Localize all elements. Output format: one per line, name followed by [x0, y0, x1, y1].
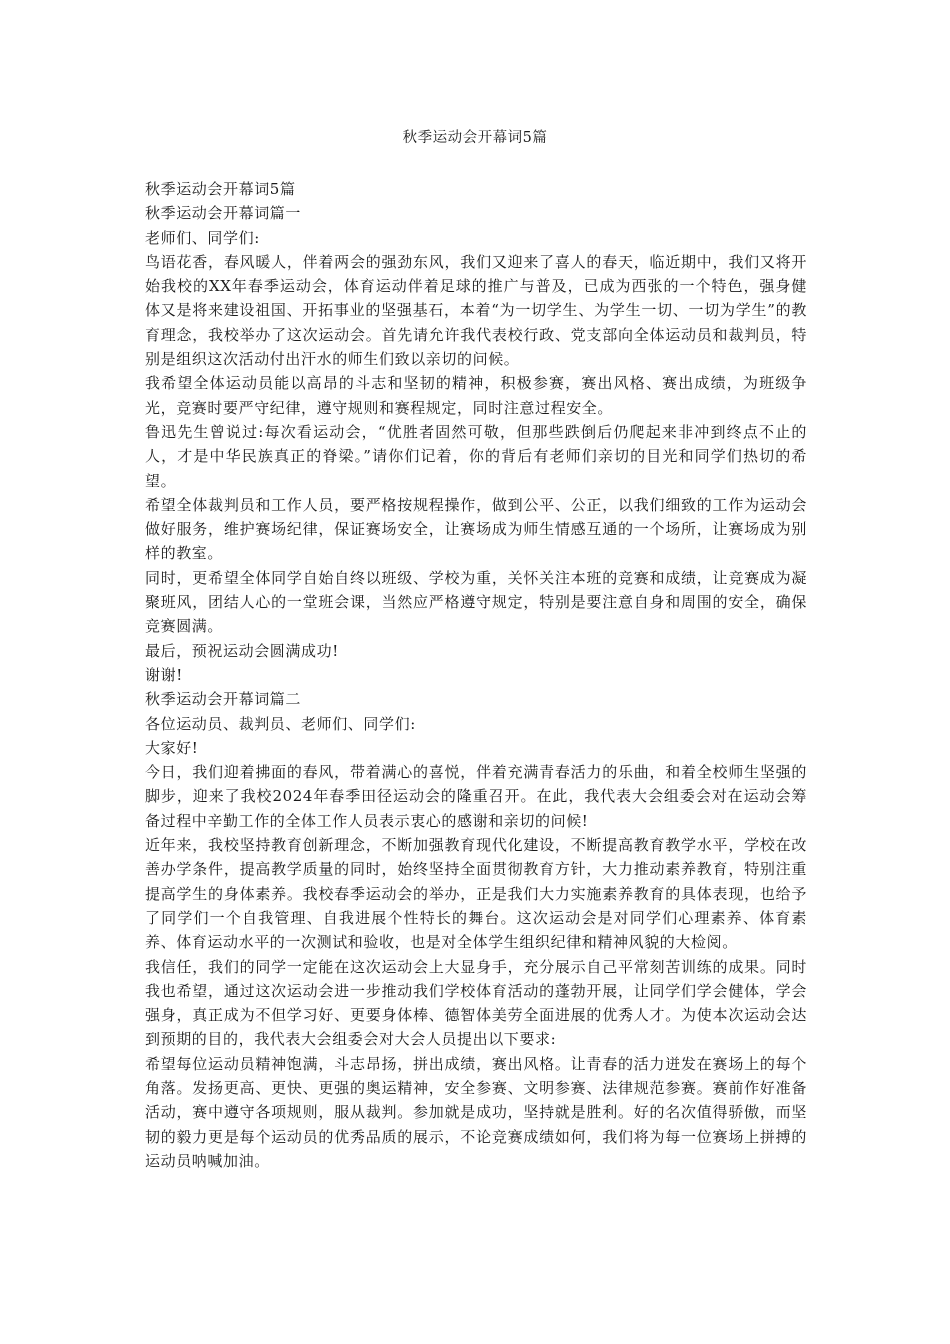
section-heading-1: 秋季运动会开幕词篇一: [145, 204, 302, 223]
body-title: 秋季运动会开幕词5篇: [145, 180, 296, 198]
paragraph: 希望全体裁判员和工作人员，要严格按规程操作，做到公平、公正，以我们细致的工作为运动会做好服务，维护赛场纪律，保证赛场安全，让赛场成为师生情感互通的一个场所，让赛场成为别样的教室。: [145, 495, 807, 563]
paragraph: 希望每位运动员精神饱满，斗志昂扬，拼出成绩，赛出风格。让青春的活力迸发在赛场上的每个角落。发扬更高、更快、更强的奥运精神，安全参赛、文明参赛、法律规范参赛。赛前作好准备活动，赛中遵守各项规则，服从裁判。参加就是成功，坚持就是胜利。好的名次值得骄傲，而坚韧的毅力更是每个运动员的优秀品质的展示，不论竞赛成绩如何，我们将为每一位赛场上拼搏的运动员呐喊加油。: [145, 1054, 807, 1170]
paragraph: 我信任，我们的同学一定能在这次运动会上大显身手，充分展示自己平常刻苦训练的成果。同时我也希望，通过这次运动会进一步推动我们学校体育活动的蓬勃开展，让同学们学会健体，学会强身，真正成为不但学习好、更要身体棒、德智体美劳全面进展的优秀人才。为使本次运动会达到预期的目的，我代表大会组委会对大会人员提出以下要求:: [145, 957, 807, 1049]
greeting: 大家好!: [145, 738, 199, 757]
document-header-title: 秋季运动会开幕词5篇: [402, 130, 548, 146]
paragraph: 近年来，我校坚持教育创新理念，不断加强教育现代化建设，不断提高教育教学水平，学校在改善办学条件，提高教学质量的同时，始终坚持全面贯彻教育方针，大力推动素养教育，特别注重提高学生的身体素养。我校春季运动会的举办，正是我们大力实施素养教育的具体表现，也给予了同学们一个自我管理、自我进展个性特长的舞台。这次运动会是对同学们心理素养、体育素养、体育运动水平的一次测试和验收，也是对全体学生组织纪律和精神风貌的大检阅。: [145, 836, 807, 952]
paragraph: 同时，更希望全体同学自始自终以班级、学校为重，关怀关注本班的竞赛和成绩，让竞赛成为凝聚班风，团结人心的一堂班会课，当然应严格遵守规定，特别是要注意自身和周围的安全，确保竞赛圆满。: [145, 568, 807, 636]
document-body: [145, 177, 807, 1173]
paragraph: 今日，我们迎着拂面的春风，带着满心的喜悦，伴着充满青春活力的乐曲，和着全校师生坚强的脚步，迎来了我校2024年春季田径运动会的隆重召开。在此，我代表大会组委会对在运动会筹备过程中辛勤工作的全体工作人员表示衷心的感谢和亲切的问候!: [145, 763, 807, 830]
paragraph: 最后，预祝运动会圆满成功!: [145, 641, 339, 660]
paragraph: 我希望全体运动员能以高昂的斗志和坚韧的精神，积极参赛，赛出风格、赛出成绩，为班级争光，竞赛时要严守纪律，遵守规则和赛程规定，同时注意过程安全。: [145, 374, 807, 417]
paragraph: 鸟语花香，春风暖人，伴着两会的强劲东风，我们又迎来了喜人的春天，临近期中，我们又将开始我校的XX年春季运动会，体育运动伴着足球的推广与普及，已成为西张的一个特色，强身健体又是将来建设祖国、开拓事业的坚强基石，本着“为一切学生、为学生一切、一切为学生”的教育理念，我校举办了这次运动会。首先请允许我代表校行政、党支部向全体运动员和裁判员，特别是组织这次活动付出汗水的师生们致以亲切的问候。: [145, 252, 807, 369]
section-heading-2: 秋季运动会开幕词篇二: [145, 690, 302, 709]
paragraph: 鲁迅先生曾说过:每次看运动会，“优胜者固然可敬，但那些跌倒后仍爬起来非冲到终点不止的人，才是中华民族真正的脊梁。”请你们记着，你的背后有老师们亲切的目光和同学们热切的希望。: [145, 422, 807, 490]
salutation-1: 老师们、同学们:: [145, 228, 260, 247]
salutation-2: 各位运动员、裁判员、老师们、同学们:: [145, 714, 416, 733]
paragraph: 谢谢!: [145, 665, 183, 684]
